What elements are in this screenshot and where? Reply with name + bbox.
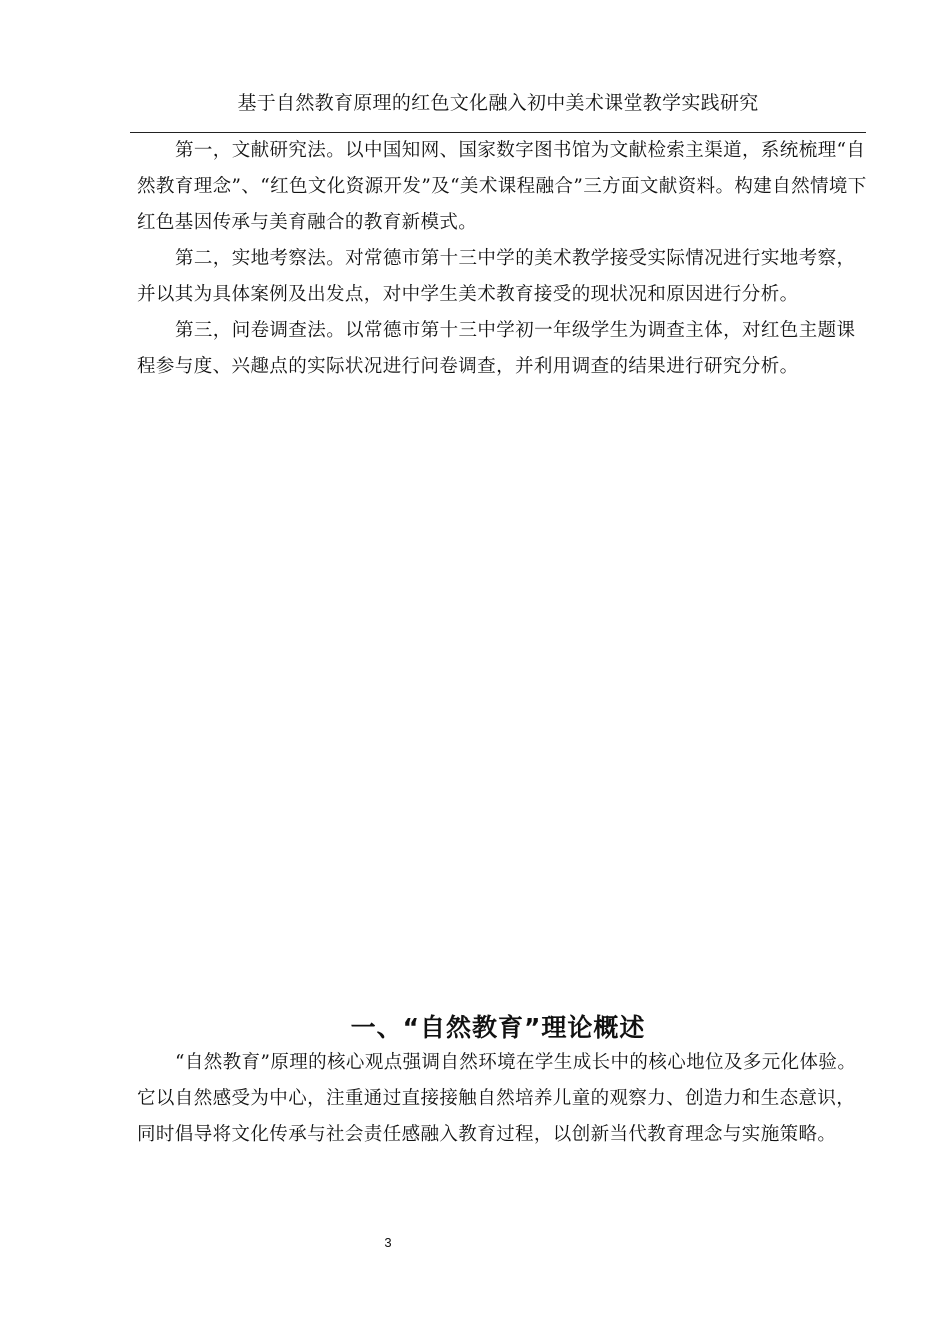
running-header: 基于自然教育原理的红色文化融入初中美术课堂教学实践研究 <box>237 92 759 114</box>
paragraph-survey-method: 第三，问卷调查法。以常德市第十三中学初一年级学生为调查主体，对红色主题课程参与度、兴趣点的实际状况进行问卷调查，并利用调查的结果进行研究分析。 <box>137 320 856 377</box>
section-body <box>137 1045 867 1153</box>
section-heading: 一、“自然教育”理论概述 <box>350 1012 646 1042</box>
paragraph-theory-overview: “自然教育”原理的核心观点强调自然环境在学生成长中的核心地位及多元化体验。它以自然感受为中心，注重通过直接接触自然培养儿童的观察力、创造力和生态意识，同时倡导将文化传承与社会责任感融入教育过程，以创新当代教育理念与实施策略。 <box>137 1052 857 1145</box>
paragraph-literature-method: 第一，文献研究法。以中国知网、国家数字图书馆为文献检索主渠道，系统梳理“自然教育理念”、“红色文化资源开发”及“美术课程融合”三方面文献资料。构建自然情境下红色基因传承与美育融合的教育新模式。 <box>137 140 867 233</box>
research-methods-block <box>137 133 867 385</box>
page-number: 3 <box>384 1235 392 1250</box>
paragraph-field-method: 第二，实地考察法。对常德市第十三中学的美术教学接受实际情况进行实地考察，并以其为具体案例及出发点，对中学生美术教育接受的现状况和原因进行分析。 <box>137 248 856 305</box>
